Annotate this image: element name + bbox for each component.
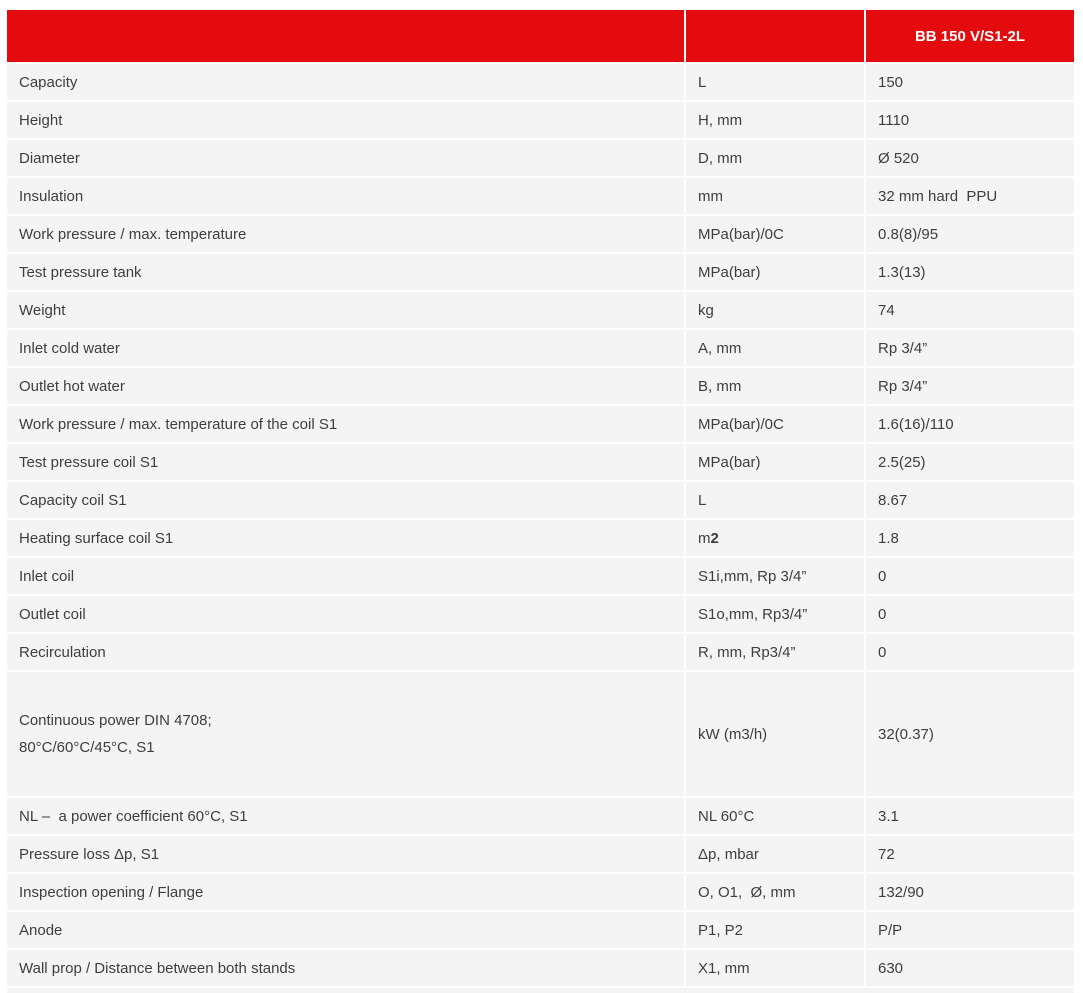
spec-value-cell — [866, 406, 1074, 442]
spec-value-text: 1.3(13) — [878, 263, 926, 281]
spec-unit-cell — [686, 558, 864, 594]
spec-value-cell — [866, 912, 1074, 948]
spec-value-text: 2.5(25) — [878, 453, 926, 471]
table-row — [7, 254, 1074, 290]
spec-name-cell — [7, 102, 684, 138]
spec-unit-text: D, mm — [698, 149, 743, 167]
spec-unit-cell — [686, 672, 864, 796]
header-product-cell: BB 150 V/S1-2L — [866, 10, 1074, 62]
spec-name-cell — [7, 950, 684, 986]
table-row — [7, 292, 1074, 328]
spec-name-line1: Recirculation — [19, 643, 106, 661]
spec-name-line1: Work pressure / max. temperature of the coil S1 — [19, 415, 338, 433]
spec-value-text: Rp 3/4” — [878, 339, 928, 357]
spec-name-line1: Work pressure / max. temperature — [19, 225, 247, 243]
spec-value-text: 0 — [878, 567, 887, 585]
spec-value-cell — [866, 482, 1074, 518]
spec-name-cell — [7, 912, 684, 948]
spec-value-text: 32 mm hard PPU — [878, 187, 998, 205]
spec-name-line1: Weight — [19, 301, 66, 319]
spec-value-cell — [866, 950, 1074, 986]
table-row — [7, 444, 1074, 480]
table-row — [7, 368, 1074, 404]
spec-value-cell — [866, 178, 1074, 214]
table-row — [7, 330, 1074, 366]
spec-name-cell — [7, 874, 684, 910]
spec-value-cell — [866, 520, 1074, 556]
spec-value-text: 1.8 — [878, 529, 899, 547]
table-row — [7, 406, 1074, 442]
spec-name-line1: NL – a power coefficient 60°C, S1 — [19, 807, 248, 825]
spec-name-cell — [7, 798, 684, 834]
table-row — [7, 836, 1074, 872]
spec-value-cell — [866, 368, 1074, 404]
spec-unit-text: B, mm — [698, 377, 742, 395]
spec-unit-text: MPa(bar) — [698, 453, 761, 471]
spec-unit-text: S1i,mm, Rp 3/4” — [698, 567, 807, 585]
spec-name-cell — [7, 406, 684, 442]
spec-value-cell — [866, 330, 1074, 366]
table-row — [7, 874, 1074, 910]
spec-name-cell — [7, 520, 684, 556]
spec-value-text: 0 — [878, 605, 887, 623]
spec-name-cell — [7, 64, 684, 100]
spec-value-text: 74 — [878, 301, 895, 319]
spec-unit-cell — [686, 140, 864, 176]
spec-value-text: Rp 3/4” — [878, 377, 928, 395]
spec-name-cell — [7, 140, 684, 176]
spec-value-cell — [866, 798, 1074, 834]
spec-unit-text: R, mm, Rp3/4” — [698, 643, 796, 661]
spec-name-cell — [7, 254, 684, 290]
spec-name-cell — [7, 292, 684, 328]
spec-unit-text: A, mm — [698, 339, 742, 357]
spec-value-cell — [866, 672, 1074, 796]
table-row — [7, 482, 1074, 518]
spec-value-text: 132/90 — [878, 883, 924, 901]
spec-name-cell — [7, 368, 684, 404]
spec-name-line1: Inlet coil — [19, 567, 75, 585]
spec-unit-text: P1, P2 — [698, 921, 744, 939]
spec-unit-text: H, mm — [698, 111, 743, 129]
spec-unit-text: MPa(bar)/0C — [698, 415, 784, 433]
spec-unit-cell — [686, 912, 864, 948]
spec-unit-cell — [686, 102, 864, 138]
spec-value-cell — [866, 292, 1074, 328]
spec-value-cell — [866, 836, 1074, 872]
table-header-row — [7, 10, 1074, 62]
spec-unit-text: L — [698, 491, 707, 509]
spec-unit-cell — [686, 292, 864, 328]
spec-name-cell — [7, 672, 684, 796]
spec-value-text: 630 — [878, 959, 904, 977]
partial-next-row — [7, 988, 1074, 993]
spec-name-cell — [7, 444, 684, 480]
spec-value-text: P/P — [878, 921, 903, 939]
spec-unit-text: kW (m3/h) — [698, 725, 768, 743]
table-row — [7, 798, 1074, 834]
spec-name-line1: Inlet cold water — [19, 339, 120, 357]
spec-value-cell — [866, 444, 1074, 480]
spec-value-text: 0 — [878, 643, 887, 661]
table-row — [7, 596, 1074, 632]
spec-unit-cell — [686, 330, 864, 366]
spec-unit-text: L — [698, 73, 707, 91]
spec-value-text: 32(0.37) — [878, 725, 934, 743]
table-row — [7, 102, 1074, 138]
spec-unit-text: X1, mm — [698, 959, 750, 977]
spec-name-line1: Height — [19, 111, 63, 129]
spec-unit-text: MPa(bar)/0C — [698, 225, 784, 243]
spec-value-cell — [866, 216, 1074, 252]
spec-unit-bold-suffix: 2 — [710, 529, 719, 547]
spec-name-line1: Test pressure coil S1 — [19, 453, 159, 471]
spec-unit-cell — [686, 368, 864, 404]
header-spec-cell — [7, 10, 684, 62]
spec-unit-cell — [686, 178, 864, 214]
spec-unit-cell — [686, 444, 864, 480]
spec-name-line1: Continuous power DIN 4708; — [19, 712, 212, 729]
spec-name-line2: 80°C/60°C/45°C, S1 — [19, 739, 155, 756]
spec-value-cell — [866, 102, 1074, 138]
spec-name-line1: Inspection opening / Flange — [19, 883, 204, 901]
spec-unit-text: Δp, mbar — [698, 845, 759, 863]
spec-name-cell — [7, 634, 684, 670]
spec-name-line1: Heating surface coil S1 — [19, 529, 174, 547]
table-row — [7, 912, 1074, 948]
spec-name-cell — [7, 482, 684, 518]
spec-unit-cell — [686, 874, 864, 910]
spec-unit-text: O, O1, Ø, mm — [698, 883, 796, 901]
spec-unit-cell — [686, 216, 864, 252]
spec-unit-text: m — [698, 529, 711, 547]
table-row — [7, 216, 1074, 252]
spec-name-line1: Diameter — [19, 149, 80, 167]
spec-unit-text: NL 60°C — [698, 807, 755, 825]
spec-value-cell — [866, 634, 1074, 670]
table-row — [7, 178, 1074, 214]
table-row — [7, 634, 1074, 670]
spec-value-text: 1.6(16)/110 — [878, 415, 954, 433]
table-row — [7, 672, 1074, 796]
spec-name-line1: Capacity — [19, 73, 78, 91]
spec-table — [7, 10, 1074, 993]
table-row — [7, 950, 1074, 986]
spec-name-line1: Insulation — [19, 187, 84, 205]
spec-unit-cell — [686, 836, 864, 872]
spec-name-cell — [7, 836, 684, 872]
table-row — [7, 64, 1074, 100]
spec-value-text: Ø 520 — [878, 149, 919, 167]
spec-unit-cell — [686, 634, 864, 670]
spec-value-text: 3.1 — [878, 807, 899, 825]
spec-name-line1: Test pressure tank — [19, 263, 142, 281]
spec-unit-cell — [686, 520, 864, 556]
table-row — [7, 520, 1074, 556]
spec-name-line1: Outlet hot water — [19, 377, 125, 395]
spec-unit-cell — [686, 482, 864, 518]
spec-name-cell — [7, 558, 684, 594]
spec-unit-text: MPa(bar) — [698, 263, 761, 281]
spec-unit-cell — [686, 596, 864, 632]
table-row — [7, 558, 1074, 594]
spec-unit-cell — [686, 406, 864, 442]
spec-unit-text: S1o,mm, Rp3/4” — [698, 605, 808, 623]
spec-name-cell — [7, 596, 684, 632]
spec-unit-cell — [686, 950, 864, 986]
spec-value-text: 72 — [878, 845, 895, 863]
spec-value-text: 1110 — [878, 111, 910, 129]
spec-unit-cell — [686, 64, 864, 100]
spec-unit-cell — [686, 798, 864, 834]
spec-value-cell — [866, 874, 1074, 910]
spec-name-cell — [7, 216, 684, 252]
spec-value-text: 0.8(8)/95 — [878, 225, 939, 243]
spec-value-cell — [866, 596, 1074, 632]
spec-name-line1: Wall prop / Distance between both stands — [19, 959, 296, 977]
spec-unit-text: mm — [698, 187, 723, 205]
spec-unit-text: kg — [698, 301, 714, 319]
spec-name-line1: Anode — [19, 921, 63, 939]
spec-name-line1: Capacity coil S1 — [19, 491, 127, 509]
spec-value-cell — [866, 254, 1074, 290]
header-unit-cell — [686, 10, 864, 62]
spec-name-line1: Outlet coil — [19, 605, 86, 623]
spec-name-line1: Pressure loss Δp, S1 — [19, 845, 160, 863]
table-row — [7, 140, 1074, 176]
spec-name-cell — [7, 330, 684, 366]
spec-value-cell — [866, 140, 1074, 176]
spec-unit-cell — [686, 254, 864, 290]
spec-value-text: 150 — [878, 73, 904, 91]
spec-value-cell — [866, 558, 1074, 594]
spec-value-text: 8.67 — [878, 491, 908, 509]
spec-value-cell — [866, 64, 1074, 100]
spec-name-cell — [7, 178, 684, 214]
